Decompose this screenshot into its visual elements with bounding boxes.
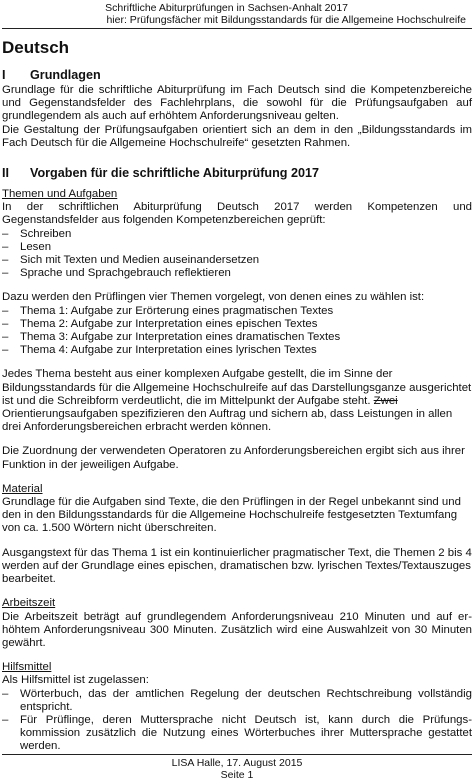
hilfsmittel-list (2, 688, 472, 754)
thema-paragraph (2, 368, 472, 434)
page-header (0, 2, 466, 26)
list-item: – Thema 1: Aufgabe zur Erörterung eines pragmatischen Textes (2, 305, 472, 318)
struck-word: Zwei (373, 394, 398, 407)
page-number: Seite 1 (220, 769, 254, 781)
header-line-1: Schriftliche Abiturprüfungen in Sachsen-Anhalt 2017 (105, 2, 348, 14)
section-1-title: Grundlagen (30, 68, 101, 82)
hilfsmittel-heading: Hilfsmittel (2, 661, 52, 674)
section-2-title: Vorgaben für die schriftliche Abiturprüfung 2017 (30, 166, 319, 181)
footer-divider (2, 754, 472, 755)
list-item: – Sich mit Texten und Medien auseinandersetzen (2, 254, 472, 267)
section-1-number: I (2, 68, 6, 82)
page-title: Deutsch (2, 38, 70, 57)
thema-text-a: Jedes Thema besteht aus einer komplexen Aufgabe gestellt, die im Sinne der Bildungsstandards für die Allgemeine Hochschulreife auf das Darstellungsganze ausgerichtet ist und die Schreibform verdeutlicht, die im Mittelpunkt der Aufgabe steht. (2, 368, 472, 407)
thema-text-b: Orientierungsaufgaben spezifizieren den Auftrag und sichern ab, dass Leistungen in allen drei Anforderungsbereichen erbracht werden können. (2, 408, 453, 434)
kompetenz-list (2, 228, 472, 281)
grundlagen-paragraph-1: Grundlage für die schriftliche Abiturprüfung im Fach Deutsch sind die Kompetenzbereiche und Gegenstandsfelder des Fachlehrplans, die sowohl für die Prüfungsaufgaben auf grundlegendem als auch auf erhöhtem Anforderungsniveau gelten. (2, 84, 472, 123)
material-paragraph-1: Grundlage für die Aufgaben sind Texte, die den Prüflingen in der Regel unbekannt sind und den in den Bildungsstandards für die Allgemeine Hochschulreife festgesetzten Textumfang von ca. 1.500 Wörtern nicht überschreiten. (2, 496, 461, 535)
list-item: – Thema 4: Aufgabe zur Interpretation eines lyrischen Textes (2, 344, 472, 357)
header-line-2: hier: Prüfungsfächer mit Bildungsstandards für die Allgemeine Hochschulreife (106, 14, 466, 26)
section-1-heading (2, 68, 472, 83)
arbeitszeit-paragraph: Die Arbeitszeit beträgt auf grundlegendem Anforderungsniveau 210 Minuten und auf erhöhtem Anforderungsniveau 300 Minuten. Zusätzlich wird eine Auswahlzeit von 30 Minuten gewährt. (2, 610, 472, 649)
themen-list (2, 305, 472, 358)
list-item: – Thema 3: Aufgabe zur Interpretation eines dramatischen Textes (2, 331, 472, 344)
themen-heading: Themen und Aufgaben (2, 188, 118, 201)
arbeitszeit-heading: Arbeitszeit (2, 597, 56, 610)
list-item: – Sprache und Sprachgebrauch reflektieren (2, 267, 472, 280)
footer-line-1: LISA Halle, 17. August 2015 (171, 757, 303, 769)
page-footer (0, 757, 474, 781)
list-item: – Thema 2: Aufgabe zur Interpretation eines epischen Textes (2, 318, 472, 331)
material-paragraph-2: Ausgangstext für das Thema 1 ist ein kontinuierlicher pragmatischer Text, die Themen 2 bis 4 werden auf der Grundlage eines epischen, dramatischen bzw. lyrischen Textes/Textauszuges bearbeitet. (2, 546, 472, 586)
list-item: – Für Prüflinge, deren Muttersprache nicht Deutsch ist, kann durch die Prüfungskommission zusätzlich die Nutzung eines Wörterbuches ihrer Muttersprache gestattet werden. (2, 714, 472, 754)
section-2-number: II (2, 166, 9, 181)
page-body (2, 36, 472, 754)
list-item: – Schreiben (2, 228, 472, 241)
operatoren-paragraph: Die Zuordnung der verwendeten Operatoren zu Anforderungsbereichen ergibt sich aus ihrer Funktion in der jeweiligen Aufgabe. (2, 445, 465, 471)
header-divider (2, 28, 472, 29)
list-item: – Wörterbuch, das der amtlichen Regelung der deutschen Rechtschreibung vollständig entspricht. (2, 688, 472, 714)
grundlagen-paragraph-2: Die Gestaltung der Prüfungsaufgaben orientiert sich an dem in den „Bildungsstandards im Fach Deutsch für die Allgemeine Hochschulreife“ gesetzten Rahmen. (2, 123, 472, 149)
themen-lead: Dazu werden den Prüflingen vier Themen vorgelegt, von denen eines zu wählen ist: (2, 291, 425, 304)
list-item: – Lesen (2, 241, 472, 254)
themen-intro: In der schriftlichen Abiturprüfung Deutsch 2017 werden Kompetenzen und Gegenstandsfelder aus folgenden Kompetenzbereichen geprüft: (2, 201, 472, 227)
hilfsmittel-lead: Als Hilfsmittel ist zugelassen: (2, 674, 149, 687)
material-heading: Material (2, 482, 43, 495)
section-2-heading (2, 166, 472, 181)
